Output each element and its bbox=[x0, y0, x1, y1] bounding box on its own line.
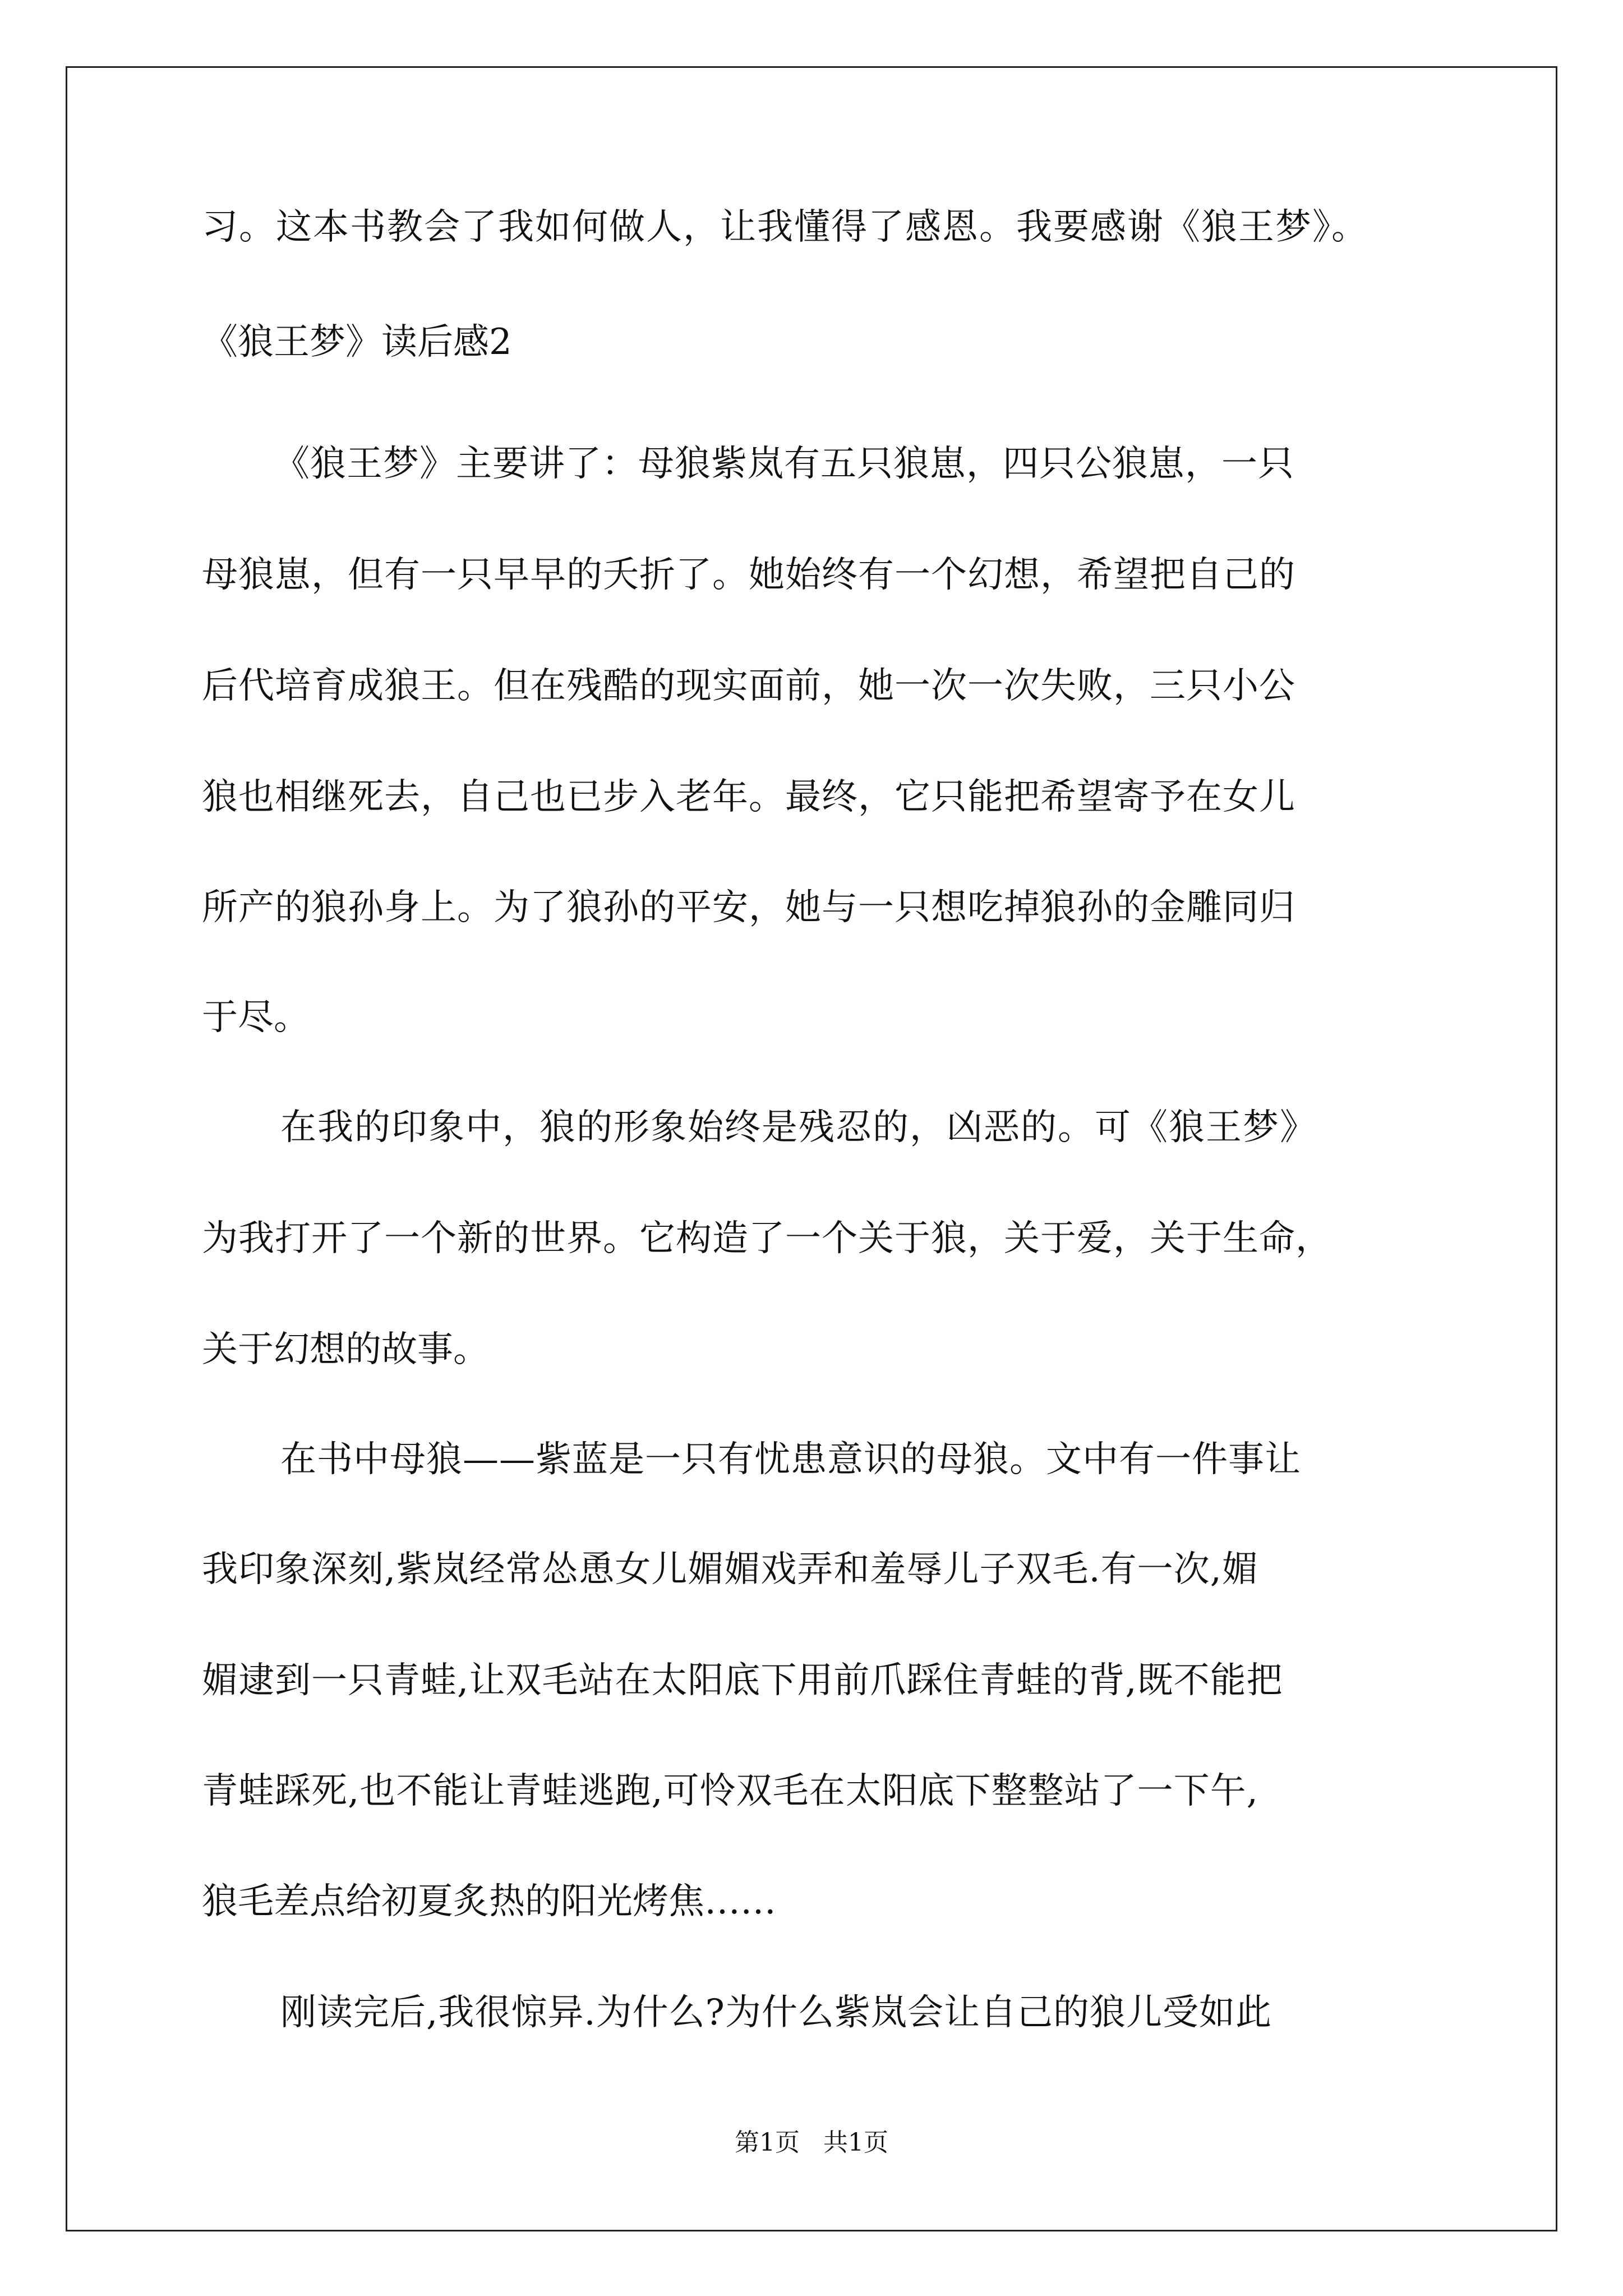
text-line: 刚读完后,我很惊异.为什么?为什么紫岚会让自己的狼儿受如此 bbox=[280, 1992, 1272, 2033]
text-line: 我印象深刻,紫岚经常怂恿女儿媚媚戏弄和羞辱儿子双毛.有一次,媚 bbox=[202, 1549, 1259, 1590]
text-line: 关于幻想的故事。 bbox=[202, 1329, 489, 1370]
text-line: 所产的狼孙身上。为了狼孙的平安，她与一只想吃掉狼孙的金雕同归 bbox=[202, 887, 1295, 928]
essay-title: 《狼王梦》读后感2 bbox=[202, 321, 512, 363]
text-line: 狼毛差点给初夏炙热的阳光烤焦…… bbox=[202, 1881, 776, 1922]
text-line: 为我打开了一个新的世界。它构造了一个关于狼，关于爱，关于生命， bbox=[202, 1218, 1332, 1259]
text-line: 在书中母狼——紫蓝是一只有忧患意识的母狼。文中有一件事让 bbox=[280, 1439, 1301, 1480]
text-line: 习。这本书教会了我如何做人，让我懂得了感恩。我要感谢《狼王梦》。 bbox=[202, 206, 1368, 248]
text-line: 后代培育成狼王。但在残酷的现实面前，她一次一次失败，三只小公 bbox=[202, 665, 1295, 707]
text-line: 媚逮到一只青蛙,让双毛站在太阳底下用前爪踩住青蛙的背,既不能把 bbox=[202, 1660, 1283, 1701]
text-line: 于尽。 bbox=[202, 997, 310, 1038]
text-line: 青蛙踩死,也不能让青蛙逃跑,可怜双毛在太阳底下整整站了一下午, bbox=[202, 1770, 1259, 1812]
text-line: 《狼王梦》主要讲了：母狼紫岚有五只狼崽，四只公狼崽，一只 bbox=[274, 443, 1294, 485]
text-line: 在我的印象中，狼的形象始终是残忍的，凶恶的。可《狼王梦》 bbox=[280, 1107, 1317, 1148]
text-line: 母狼崽，但有一只早早的夭折了。她始终有一个幻想，希望把自己的 bbox=[202, 554, 1295, 596]
text-line: 狼也相继死去，自己也已步入老年。最终，它只能把希望寄予在女儿 bbox=[202, 776, 1295, 818]
page-number-footer: 第1页 共1页 bbox=[735, 2128, 888, 2157]
